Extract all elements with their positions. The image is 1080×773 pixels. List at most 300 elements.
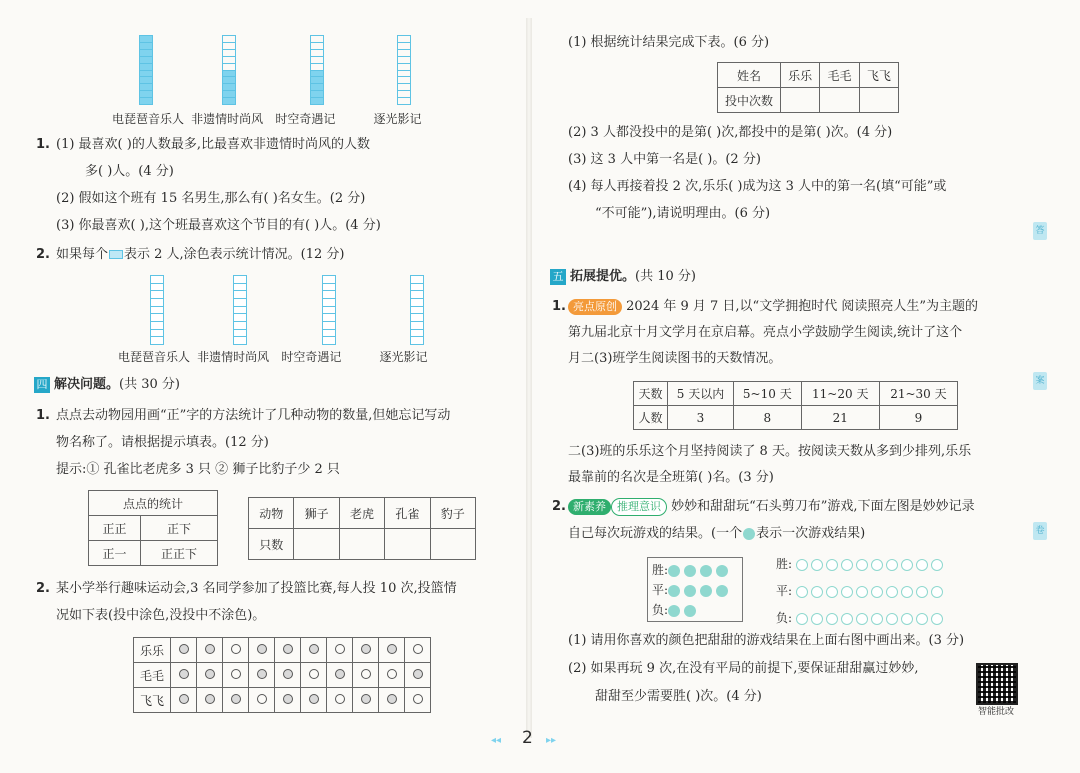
literacy-tag: 新素养 xyxy=(568,499,611,515)
shot-hit xyxy=(335,669,345,679)
section-points: (共 30 分) xyxy=(119,377,180,392)
result-table xyxy=(717,62,899,113)
days-header: 5 天以内 xyxy=(668,382,734,406)
chart-label: 电琵琶音乐人 xyxy=(112,112,185,126)
animal-header: 孔雀 xyxy=(385,498,430,529)
p2-line1: 某小学举行趣味运动会,3 名同学参加了投篮比赛,每人投 10 次,投篮情 xyxy=(56,581,457,596)
days-value: 21 xyxy=(801,406,879,430)
blank-dot[interactable] xyxy=(931,559,943,571)
tally-cell: 正正 xyxy=(89,516,141,541)
shot-hit xyxy=(283,694,293,704)
chart-cell[interactable] xyxy=(323,322,335,330)
chart-label: 逐光影记 xyxy=(379,350,428,364)
days-value: 9 xyxy=(879,406,957,430)
days-header: 天数 xyxy=(634,382,668,406)
tally-cell: 正一 xyxy=(89,541,141,566)
blank-dot[interactable] xyxy=(916,559,928,571)
chart-cell xyxy=(223,91,235,98)
chart-cell[interactable] xyxy=(234,337,246,344)
blank-dot[interactable] xyxy=(811,613,823,625)
chart-cell[interactable] xyxy=(151,284,163,292)
chart-cell[interactable] xyxy=(151,314,163,322)
e1-line4: 二(3)班的乐乐这个月坚持阅读了 8 天。按阅读天数从多到少排列,乐乐 xyxy=(568,444,972,459)
shot-cell xyxy=(405,663,431,688)
days-header: 5~10 天 xyxy=(733,382,801,406)
shot-cell xyxy=(353,688,379,713)
shot-miss xyxy=(231,644,241,654)
chart-cell xyxy=(311,98,323,104)
shot-hit xyxy=(283,644,293,654)
chart-cell xyxy=(398,64,410,71)
days-value: 3 xyxy=(668,406,734,430)
game-dot xyxy=(668,565,680,577)
blank-dot[interactable] xyxy=(871,613,883,625)
shot-miss xyxy=(413,644,423,654)
chart-cell xyxy=(140,50,152,57)
game-dot xyxy=(700,585,712,597)
chart-cell[interactable] xyxy=(323,307,335,315)
chart-cell[interactable] xyxy=(151,291,163,299)
chart-cell[interactable] xyxy=(411,291,423,299)
blank-dot[interactable] xyxy=(886,559,898,571)
question-number: 2. xyxy=(36,581,50,596)
chart-cell xyxy=(223,64,235,71)
chart-cell[interactable] xyxy=(411,284,423,292)
blank-dot[interactable] xyxy=(826,559,838,571)
chart-cell[interactable] xyxy=(411,307,423,315)
blank-dot[interactable] xyxy=(841,586,853,598)
shot-cell xyxy=(301,688,327,713)
chart-cell xyxy=(311,77,323,84)
shot-hit xyxy=(309,694,319,704)
blank-dot[interactable] xyxy=(871,586,883,598)
shot-miss xyxy=(335,644,345,654)
side-tab[interactable]: 卷 xyxy=(1033,522,1047,540)
chart-cell xyxy=(311,50,323,57)
blank-dot[interactable] xyxy=(841,559,853,571)
side-tab[interactable]: 答 xyxy=(1033,222,1047,240)
chart-cell[interactable] xyxy=(411,337,423,344)
shot-cell xyxy=(275,663,301,688)
e2-text2a: 自己每次玩游戏的结果。(一个 xyxy=(568,526,743,541)
player-name: 乐乐 xyxy=(134,638,171,663)
blank-dot[interactable] xyxy=(931,613,943,625)
shot-cell xyxy=(353,663,379,688)
blank-dot[interactable] xyxy=(886,613,898,625)
shot-hit xyxy=(309,644,319,654)
shot-cell xyxy=(171,688,197,713)
animal-header: 豹子 xyxy=(430,498,475,529)
q1-line3: (2) 假如这个班有 15 名男生,那么有( )名女生。(2 分) xyxy=(56,191,366,206)
chart-cell xyxy=(311,57,323,64)
e1-line3: 月二(3)班学生阅读图书的天数情况。 xyxy=(568,351,782,366)
shot-cell xyxy=(379,688,405,713)
game-dot xyxy=(668,585,680,597)
shot-cell xyxy=(379,638,405,663)
chart-cell[interactable] xyxy=(323,337,335,344)
shot-hit xyxy=(179,694,189,704)
days-value: 8 xyxy=(733,406,801,430)
game-dot xyxy=(716,565,728,577)
blank-dot[interactable] xyxy=(856,586,868,598)
blank-dot[interactable] xyxy=(796,613,808,625)
shot-hit xyxy=(387,644,397,654)
tiantian-row xyxy=(776,582,946,600)
chart-cell[interactable] xyxy=(323,314,335,322)
e1-line1 xyxy=(568,298,978,317)
blank-dot[interactable] xyxy=(796,586,808,598)
e1-line5: 最靠前的名次是全班第( )名。(3 分) xyxy=(568,470,774,485)
chart-cell[interactable] xyxy=(411,276,423,284)
chart-cell[interactable] xyxy=(234,284,246,292)
r4-line2: “不可能”),请说明理由。(6 分) xyxy=(595,206,771,221)
chart-column xyxy=(310,35,324,105)
tally-table xyxy=(88,490,218,566)
shot-hit xyxy=(361,694,371,704)
chart-cell[interactable] xyxy=(234,307,246,315)
answer-cell[interactable] xyxy=(781,88,820,113)
chart-column-blank[interactable] xyxy=(410,275,424,345)
answer-cell[interactable] xyxy=(859,88,898,113)
chart-column xyxy=(222,35,236,105)
miaomiao-row xyxy=(652,601,700,619)
shot-cell xyxy=(249,688,275,713)
result-row-label: 投中次数 xyxy=(718,88,781,113)
section-title: 解决问题。 xyxy=(54,377,120,392)
book-spine xyxy=(526,18,532,738)
chart-cell xyxy=(140,64,152,71)
section-points: (共 10 分) xyxy=(635,269,696,284)
chart-cell xyxy=(398,50,410,57)
shot-hit xyxy=(205,669,215,679)
chart-cell xyxy=(140,36,152,43)
chart-cell xyxy=(223,98,235,104)
tiantian-row xyxy=(776,609,946,627)
shot-miss xyxy=(231,669,241,679)
blank-dot[interactable] xyxy=(916,586,928,598)
prev-page-arrow[interactable]: ◂◂ xyxy=(491,735,502,746)
next-page-arrow[interactable]: ▸▸ xyxy=(546,735,557,746)
chart-cell[interactable] xyxy=(411,299,423,307)
chart-cell xyxy=(223,50,235,57)
shot-cell xyxy=(249,663,275,688)
shot-cell xyxy=(275,638,301,663)
shot-cell xyxy=(327,663,353,688)
chart-cell xyxy=(398,43,410,50)
q1-line2: 多( )人。(4 分) xyxy=(85,164,174,179)
blank-dot[interactable] xyxy=(811,586,823,598)
chart-cell[interactable] xyxy=(151,330,163,338)
original-tag: 亮点原创 xyxy=(568,299,622,315)
blank-dot[interactable] xyxy=(871,559,883,571)
tiantian-row xyxy=(776,555,946,573)
result-header: 姓名 xyxy=(718,63,781,88)
question-number: 1. xyxy=(36,137,50,152)
shot-cell xyxy=(379,663,405,688)
e2-line1 xyxy=(568,498,975,517)
chart-cell xyxy=(311,91,323,98)
question-number: 2. xyxy=(36,247,50,262)
chart-cell[interactable] xyxy=(234,330,246,338)
result-label: 胜: xyxy=(776,557,793,571)
animal-header: 狮子 xyxy=(294,498,339,529)
chart-cell xyxy=(311,64,323,71)
shot-cell xyxy=(197,688,223,713)
chart-cell[interactable] xyxy=(234,322,246,330)
animal-header: 动物 xyxy=(249,498,294,529)
answer-cell[interactable] xyxy=(430,529,475,560)
e2-sub2-line1: (2) 如果再玩 9 次,在没有平局的前提下,要保证甜甜赢过妙妙, xyxy=(568,661,919,676)
chart-cell xyxy=(223,36,235,43)
shot-cell xyxy=(327,638,353,663)
miaomiao-row xyxy=(652,561,732,579)
shot-hit xyxy=(413,669,423,679)
shot-miss xyxy=(413,694,423,704)
e2-sub1: (1) 请用你喜欢的颜色把甜甜的游戏结果在上面右图中画出来。(3 分) xyxy=(568,633,965,648)
answer-cell[interactable] xyxy=(294,529,339,560)
days-row-label: 人数 xyxy=(634,406,668,430)
q1-line4: (3) 你最喜欢( ),这个班最喜欢这个节目的有( )人。(4 分) xyxy=(56,218,381,233)
chart-cell xyxy=(311,36,323,43)
result-label: 负: xyxy=(776,611,793,625)
chart-column xyxy=(397,35,411,105)
chart-cell xyxy=(398,98,410,104)
shot-hit xyxy=(179,644,189,654)
blank-dot[interactable] xyxy=(826,613,838,625)
chart-column-blank[interactable] xyxy=(322,275,336,345)
shot-hit xyxy=(361,644,371,654)
result-label: 负: xyxy=(652,603,669,617)
chart-cell xyxy=(398,77,410,84)
reading-days-table xyxy=(633,381,958,430)
chart-cell[interactable] xyxy=(234,276,246,284)
animal-table xyxy=(248,497,476,560)
e1-line2: 第九届北京十月文学月在京启幕。亮点小学鼓励学生阅读,统计了这个 xyxy=(568,325,963,340)
blank-dot[interactable] xyxy=(796,559,808,571)
blank-dot[interactable] xyxy=(916,613,928,625)
section-badge: 四 xyxy=(34,377,50,393)
tally-cell: 正下 xyxy=(141,516,218,541)
result-header: 飞飞 xyxy=(859,63,898,88)
shot-hit xyxy=(231,694,241,704)
chart2-labels xyxy=(118,348,427,367)
side-tab[interactable]: 案 xyxy=(1033,372,1047,390)
question-number: 2. xyxy=(552,499,566,514)
player-name: 毛毛 xyxy=(134,663,171,688)
shot-hit xyxy=(387,694,397,704)
tally-cell: 正正下 xyxy=(141,541,218,566)
shot-cell xyxy=(301,638,327,663)
chart-cell xyxy=(223,77,235,84)
animal-row-label: 只数 xyxy=(249,529,294,560)
e2-line2 xyxy=(568,525,865,543)
shot-cell xyxy=(171,663,197,688)
q2-text-b: 表示 2 人,涂色表示统计情况。(12 分) xyxy=(124,247,345,262)
chart-cell xyxy=(140,77,152,84)
shot-cell xyxy=(197,638,223,663)
shot-hit xyxy=(205,644,215,654)
cell-icon xyxy=(109,250,123,259)
circle-icon xyxy=(743,528,755,540)
days-header: 11~20 天 xyxy=(801,382,879,406)
result-label: 平: xyxy=(776,584,793,598)
question-number: 1. xyxy=(36,408,50,423)
chart-cell[interactable] xyxy=(234,314,246,322)
shot-cell xyxy=(327,688,353,713)
e2-text1: 妙妙和甜甜玩“石头剪刀布”游戏,下面左图是妙妙记录 xyxy=(671,499,975,514)
p1-line1: 点点去动物园用画“正”字的方法统计了几种动物的数量,但她忘记写动 xyxy=(56,408,451,423)
shot-cell xyxy=(197,663,223,688)
section-badge: 五 xyxy=(550,269,566,285)
chart-cell[interactable] xyxy=(411,330,423,338)
answer-cell[interactable] xyxy=(820,88,859,113)
chart-cell[interactable] xyxy=(323,299,335,307)
shots-table xyxy=(133,637,431,713)
e2-sub2-line2: 甜甜至少需要胜( )次。(4 分) xyxy=(595,689,762,704)
page-number: 2 xyxy=(522,728,533,748)
chart-cell[interactable] xyxy=(151,337,163,344)
shot-hit xyxy=(283,669,293,679)
chart-label: 时空奇遇记 xyxy=(275,112,336,126)
game-dot xyxy=(684,565,696,577)
chart-cell xyxy=(223,57,235,64)
answer-cell[interactable] xyxy=(385,529,430,560)
e1-text1: 2024 年 9 月 7 日,以“文学拥抱时代 阅读照亮人生”为主题的 xyxy=(626,299,978,314)
qr-caption: 智能批改 xyxy=(978,707,1015,717)
chart-cell[interactable] xyxy=(323,291,335,299)
blank-dot[interactable] xyxy=(856,559,868,571)
p1-line2: 物名称了。请根据提示填表。(12 分) xyxy=(56,435,269,450)
chart-cell xyxy=(223,43,235,50)
shot-miss xyxy=(257,694,267,704)
r4-line1: (4) 每人再接着投 2 次,乐乐( )成为这 3 人中的第一名(填“可能”或 xyxy=(568,179,947,194)
chart-label: 电琵琶音乐人 xyxy=(118,350,191,364)
chart-cell xyxy=(140,91,152,98)
shot-cell xyxy=(171,638,197,663)
shot-miss xyxy=(387,669,397,679)
e2-text2b: 表示一次游戏结果) xyxy=(756,526,866,541)
section-title: 拓展提优。 xyxy=(570,269,636,284)
chart-column-blank[interactable] xyxy=(233,275,247,345)
chart-cell[interactable] xyxy=(151,276,163,284)
chart-cell[interactable] xyxy=(151,299,163,307)
chart-column xyxy=(139,35,153,105)
game-dot xyxy=(684,605,696,617)
r1-line: (1) 根据统计结果完成下表。(6 分) xyxy=(568,35,770,50)
chart-cell[interactable] xyxy=(234,299,246,307)
chart-label: 非遗情时尚风 xyxy=(191,112,264,126)
shot-cell xyxy=(301,663,327,688)
shot-cell xyxy=(223,688,249,713)
game-dot xyxy=(684,585,696,597)
blank-dot[interactable] xyxy=(811,559,823,571)
chart-cell[interactable] xyxy=(411,314,423,322)
shot-hit xyxy=(179,669,189,679)
chart-label: 非遗情时尚风 xyxy=(197,350,270,364)
shot-cell xyxy=(405,688,431,713)
q2-line xyxy=(56,246,345,264)
reasoning-tag: 推理意识 xyxy=(611,498,667,516)
blank-dot[interactable] xyxy=(901,613,913,625)
r2-line: (2) 3 人都没投中的是第( )次,都投中的是第( )次。(4 分) xyxy=(568,125,893,140)
shot-hit xyxy=(205,694,215,704)
chart-cell xyxy=(398,71,410,78)
chart-label: 逐光影记 xyxy=(373,112,422,126)
answer-cell[interactable] xyxy=(339,529,384,560)
animal-header: 老虎 xyxy=(339,498,384,529)
p1-hint: 提示:① 孔雀比老虎多 3 只 ② 狮子比豹子少 2 只 xyxy=(56,462,340,477)
r3-line: (3) 这 3 人中第一名是( )。(2 分) xyxy=(568,152,761,167)
chart-column-blank[interactable] xyxy=(150,275,164,345)
blank-dot[interactable] xyxy=(901,559,913,571)
chart-cell[interactable] xyxy=(234,291,246,299)
result-label: 胜: xyxy=(652,563,669,577)
chart-cell xyxy=(140,84,152,91)
result-header: 毛毛 xyxy=(820,63,859,88)
chart-cell xyxy=(398,57,410,64)
game-dot xyxy=(700,565,712,577)
game-dot xyxy=(668,605,680,617)
tally-title: 点点的统计 xyxy=(89,491,218,516)
q2-text-a: 如果每个 xyxy=(56,247,109,262)
shot-cell xyxy=(249,638,275,663)
shot-hit xyxy=(257,669,267,679)
chart-cell[interactable] xyxy=(323,330,335,338)
chart-cell xyxy=(398,36,410,43)
shot-cell xyxy=(275,688,301,713)
chart-cell xyxy=(223,84,235,91)
chart-cell xyxy=(140,57,152,64)
chart-cell[interactable] xyxy=(411,322,423,330)
chart-cell xyxy=(223,71,235,78)
question-number: 1. xyxy=(552,299,566,314)
miaomiao-row xyxy=(652,581,732,599)
blank-dot[interactable] xyxy=(856,613,868,625)
shot-cell xyxy=(405,638,431,663)
blank-dot[interactable] xyxy=(826,586,838,598)
p2-line2: 况如下表(投中涂色,没投中不涂色)。 xyxy=(56,608,266,623)
shot-miss xyxy=(309,669,319,679)
days-header: 21~30 天 xyxy=(879,382,957,406)
qr-code[interactable] xyxy=(976,663,1018,705)
shot-cell xyxy=(223,638,249,663)
section-4-heading xyxy=(34,376,180,395)
chart-cell[interactable] xyxy=(151,307,163,315)
q1-line1: (1) 最喜欢( )的人数最多,比最喜欢非遗情时尚风的人数 xyxy=(56,137,370,152)
shot-cell xyxy=(223,663,249,688)
chart-cell xyxy=(140,71,152,78)
chart-cell xyxy=(398,84,410,91)
chart-cell xyxy=(140,43,152,50)
shot-cell xyxy=(353,638,379,663)
blank-dot[interactable] xyxy=(931,586,943,598)
chart-cell[interactable] xyxy=(151,322,163,330)
blank-dot[interactable] xyxy=(886,586,898,598)
chart-cell xyxy=(398,91,410,98)
blank-dot[interactable] xyxy=(841,613,853,625)
blank-dot[interactable] xyxy=(901,586,913,598)
chart-cell xyxy=(311,84,323,91)
shot-hit xyxy=(257,644,267,654)
shot-miss xyxy=(361,669,371,679)
chart-cell xyxy=(311,71,323,78)
chart-cell[interactable] xyxy=(323,276,335,284)
shot-miss xyxy=(335,694,345,704)
chart-cell[interactable] xyxy=(323,284,335,292)
player-name: 飞飞 xyxy=(134,688,171,713)
game-dot xyxy=(716,585,728,597)
result-label: 平: xyxy=(652,583,669,597)
